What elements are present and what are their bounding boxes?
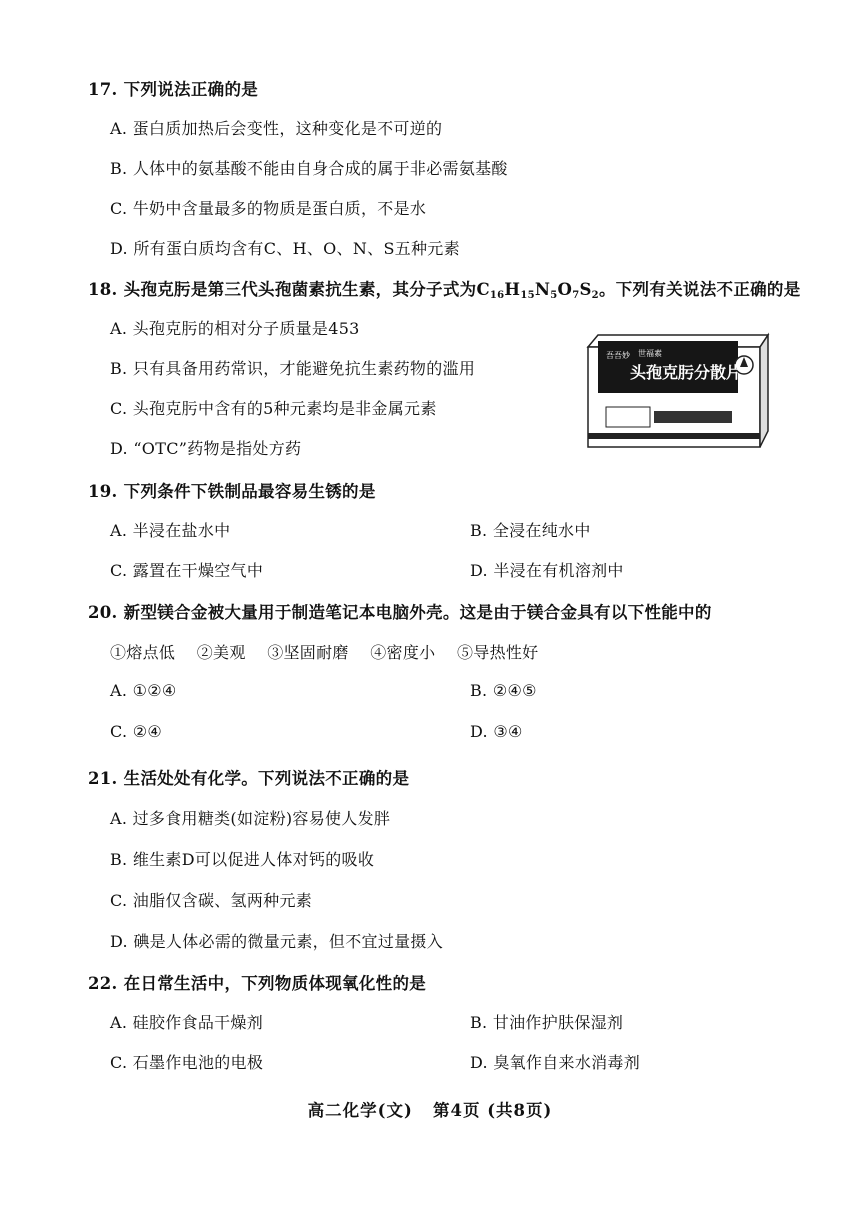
question-18-option-a: A. 头孢克肟的相对分子质量是453 (110, 319, 360, 338)
question-21-option-a: A. 过多食用糖类(如淀粉)容易使人发胖 (110, 809, 391, 828)
box-small-label: 世福素 (638, 349, 662, 358)
question-18-option-b: B. 只有具备用药常识，才能避免抗生素药物的滥用 (110, 359, 476, 378)
question-18-stem-suffix: 。下列有关说法不正确的是 (598, 280, 801, 299)
question-17-option-b: B. 人体中的氨基酸不能由自身合成的属于非必需氨基酸 (110, 159, 508, 178)
question-17-option-c: C. 牛奶中含量最多的物质是蛋白质，不是水 (110, 199, 427, 218)
page-footer: 高二化学(文) 第4页 (共8页) (307, 1101, 553, 1120)
question-20-option-c: C. ②④ (110, 722, 163, 741)
question-19-option-c: C. 露置在干燥空气中 (110, 561, 264, 580)
box-title: 头孢克肟分散片 (630, 363, 743, 382)
question-22-stem: 22. 在日常生活中，下列物质体现氧化性的是 (88, 974, 427, 993)
question-20-option-d: D. ③④ (470, 722, 523, 741)
question-19-option-b: B. 全浸在纯水中 (470, 521, 591, 540)
molecular-formula: $C_{16}H_{15}N_5O_7S_2$ (476, 280, 599, 301)
question-21-option-d: D. 碘是人体必需的微量元素，但不宜过量摄入 (110, 932, 444, 951)
question-21-stem: 21. 生活处处有化学。下列说法不正确的是 (88, 769, 410, 788)
question-20-option-b: B. ②④⑤ (470, 681, 537, 700)
question-22-option-b: B. 甘油作护肤保湿剂 (470, 1013, 624, 1032)
question-18-option-d: D. “OTC”药物是指处方药 (110, 439, 302, 458)
question-19-option-a: A. 半浸在盐水中 (110, 521, 231, 540)
question-20-choices: ①熔点低 ②美观 ③坚固耐磨 ④密度小 ⑤导热性好 (110, 643, 539, 662)
medicine-box-image (584, 325, 772, 453)
question-20-option-a: A. ①②④ (110, 681, 177, 700)
question-21-option-c: C. 油脂仅含碳、氢两种元素 (110, 891, 313, 910)
question-18-option-c: C. 头孢克肟中含有的5种元素均是非金属元素 (110, 399, 437, 418)
question-17-stem: 17. 下列说法正确的是 (88, 80, 259, 99)
question-19-option-d: D. 半浸在有机溶剂中 (470, 561, 624, 580)
question-17-option-d: D. 所有蛋白质均含有C、H、O、N、S五种元素 (110, 239, 460, 258)
question-17-option-a: A. 蛋白质加热后会变性，这种变化是不可逆的 (110, 119, 443, 138)
question-18-stem-prefix: 18. 头孢克肟是第三代头孢菌素抗生素，其分子式为 (88, 280, 477, 299)
question-19-stem: 19. 下列条件下铁制品最容易生锈的是 (88, 482, 376, 501)
question-22-option-d: D. 臭氧作自来水消毒剂 (470, 1053, 641, 1072)
question-22-option-a: A. 硅胶作食品干燥剂 (110, 1013, 264, 1032)
box-brand: 吾吾妙 (606, 351, 630, 360)
question-18-stem (88, 276, 801, 301)
question-21-option-b: B. 维生素D可以促进人体对钙的吸收 (110, 850, 375, 869)
question-20-stem: 20. 新型镁合金被大量用于制造笔记本电脑外壳。这是由于镁合金具有以下性能中的 (88, 603, 712, 622)
question-22-option-c: C. 石墨作电池的电极 (110, 1053, 264, 1072)
